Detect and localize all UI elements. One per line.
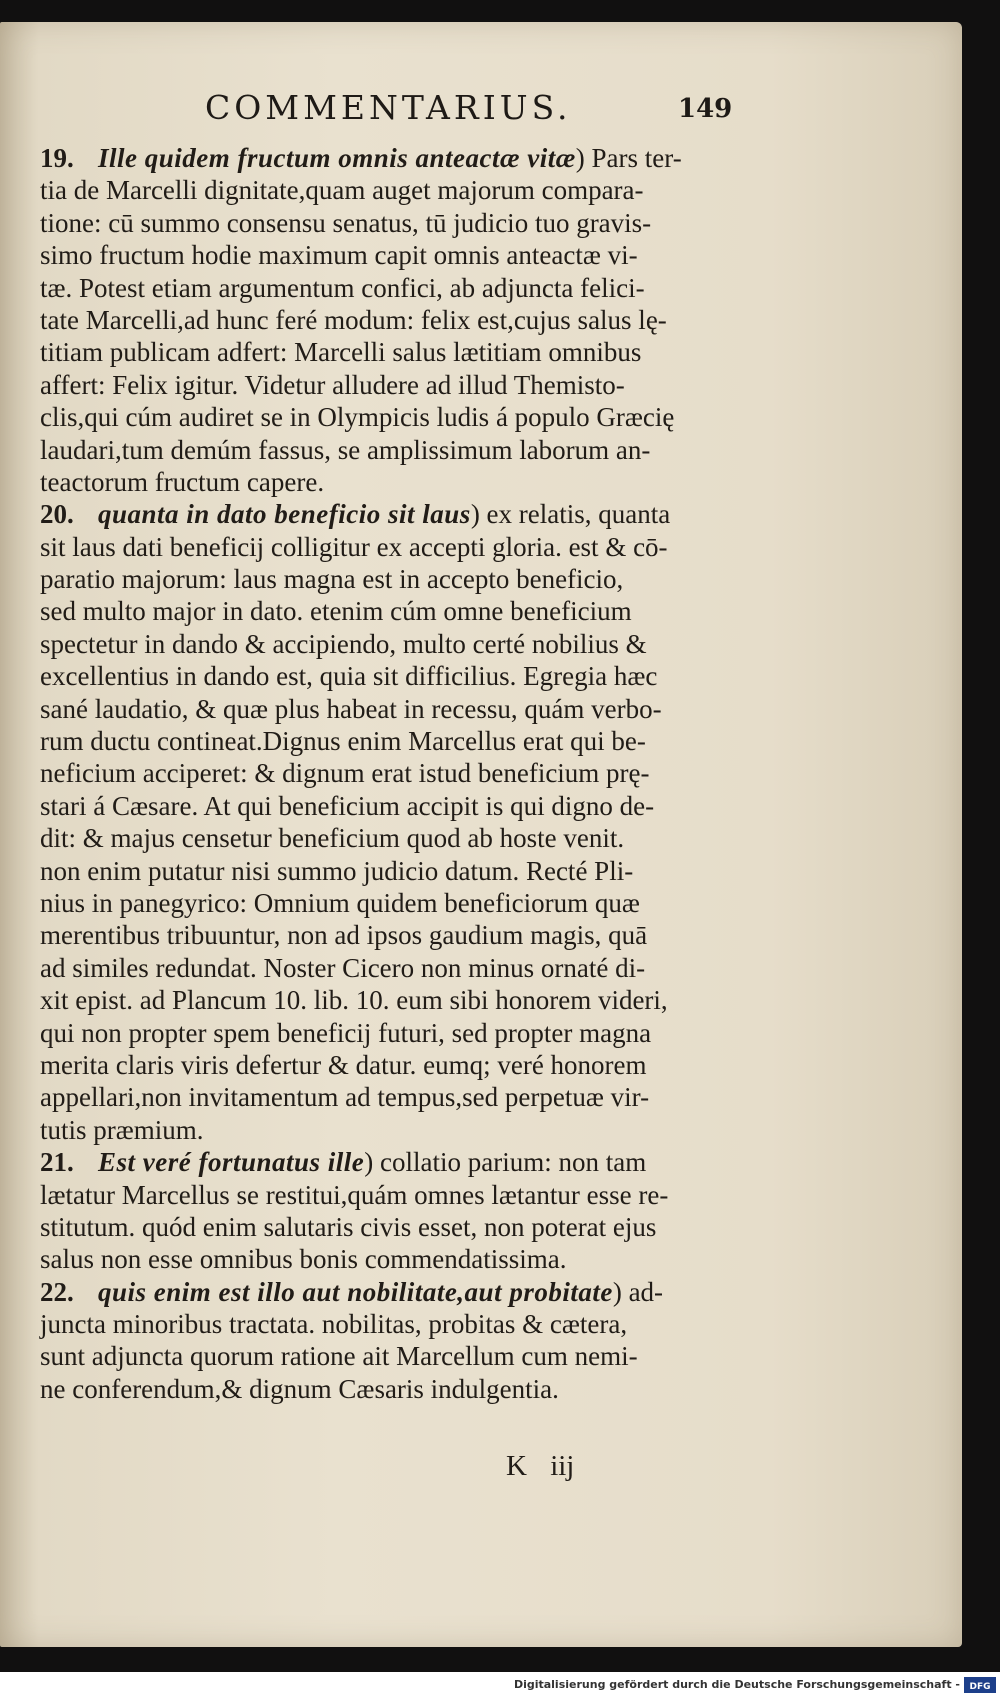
signature-mark: K iij <box>506 1450 575 1482</box>
text-line: xit epist. ad Plancum 10. lib. 10. eum sibi honorem videri, <box>40 985 668 1016</box>
page-number: 149 <box>678 94 733 124</box>
entry-number: 19. <box>40 143 74 173</box>
text-line: nius in panegyrico: Omnium quidem beneficiorum quæ <box>40 887 640 918</box>
text-line: neficium acciperet: & dignum erat istud beneficium prę- <box>40 758 650 789</box>
entry-text: ) ex relatis, quanta <box>470 499 671 530</box>
text-line: merentibus tribuuntur, non ad ipsos gaudium magis, quā <box>40 920 648 951</box>
entry-lemma: quis enim est illo aut nobilitate,aut probitate <box>98 1276 613 1307</box>
entry-first-line <box>40 1276 720 1308</box>
text-line: tate Marcelli,ad hunc feré modum: felix est,cujus salus lę- <box>40 304 667 335</box>
text-line: titiam publicam adfert: Marcelli salus lætitiam omnibus <box>40 337 642 368</box>
text-line: sané laudatio, & quæ plus habeat in recessu, quám verbo- <box>40 693 662 724</box>
running-title: COMMENTARIUS. <box>205 88 572 127</box>
text-line: ne conferendum,& dignum Cæsaris indulgentia. <box>40 1373 559 1404</box>
entry-text: ) Pars ter- <box>575 143 682 173</box>
digitization-credit-bar <box>0 1672 1000 1699</box>
text-line: stitutum. quód enim salutaris civis esset, non poterat ejus <box>40 1211 657 1242</box>
entry-number: 22. <box>40 1276 74 1307</box>
text-line: sunt adjuncta quorum ratione ait Marcellum cum nemi- <box>40 1341 638 1372</box>
entry-lemma: Ille quidem fructum omnis anteactæ vitæ <box>98 143 576 173</box>
text-line: lætatur Marcellus se restitui,quám omnes lætantur esse re- <box>40 1179 669 1210</box>
running-head <box>0 88 962 128</box>
text-line: dit: & majus censetur beneficium quod ab hoste venit. <box>40 823 625 854</box>
dfg-logo <box>964 1677 996 1693</box>
text-line: sit laus dati beneficij colligitur ex accepti gloria. est & cō- <box>40 531 668 562</box>
entry-text: ) ad- <box>612 1276 664 1307</box>
entry-first-line <box>40 498 720 530</box>
entry-number: 21. <box>40 1147 74 1178</box>
text-line: tutis præmium. <box>40 1114 204 1145</box>
text-line: qui non propter spem beneficij futuri, sed propter magna <box>40 1017 652 1048</box>
text-line: non enim putatur nisi summo judicio datum. Recté Pli- <box>40 855 634 886</box>
text-line: ad similes redundat. Noster Cicero non minus ornaté di- <box>40 952 646 983</box>
text-line: teactorum fructum capere. <box>40 466 325 497</box>
entry-lemma: Est veré fortunatus ille <box>98 1147 365 1178</box>
text-line: simo fructum hodie maximum capit omnis anteactæ vi- <box>40 240 638 271</box>
text-line: clis,qui cúm audiret se in Olympicis ludis á populo Græcię <box>40 402 675 433</box>
commentary-text <box>40 142 720 1405</box>
book-page <box>0 22 962 1647</box>
entry-first-line <box>40 142 720 174</box>
text-line: merita claris viris defertur & datur. eumq; veré honorem <box>40 1049 647 1080</box>
entry-text: ) collatio parium: non tam <box>364 1147 647 1178</box>
text-line: appellari,non invitamentum ad tempus,sed perpetuæ vir- <box>40 1082 650 1113</box>
entry-first-line <box>40 1146 720 1178</box>
text-line: tæ. Potest etiam argumentum confici, ab adjuncta felici- <box>40 272 645 303</box>
text-line: laudari,tum demúm fassus, se amplissimum laborum an- <box>40 434 651 465</box>
text-line: paratio majorum: laus magna est in accepto beneficio, <box>40 564 624 595</box>
text-line: salus non esse omnibus bonis commendatissima. <box>40 1244 567 1275</box>
digitization-credit: Digitalisierung gefördert durch die Deutsche Forschungsgemeinschaft - <box>513 1678 960 1691</box>
text-line: sed multo major in dato. etenim cúm omne beneficium <box>40 596 632 627</box>
entry-lemma: quanta in dato beneficio sit laus <box>98 499 471 530</box>
svg-text:DFG: DFG <box>969 1682 991 1692</box>
text-line: rum ductu contineat.Dignus enim Marcellus erat qui be- <box>40 726 646 757</box>
text-line: juncta minoribus tractata. nobilitas, probitas & cætera, <box>40 1309 628 1340</box>
text-line: affert: Felix igitur. Videtur alludere ad illud Themisto- <box>40 369 625 400</box>
entry-number: 20. <box>40 499 74 530</box>
text-line: stari á Cæsare. At qui beneficium accipit is qui digno de- <box>40 790 655 821</box>
text-line: spectetur in dando & accipiendo, multo certé nobilius & <box>40 628 647 659</box>
text-line: tia de Marcelli dignitate,quam auget majorum compara- <box>40 175 644 206</box>
text-line: tione: cū summo consensu senatus, tū judicio tuo gravis- <box>40 207 652 238</box>
text-line: excellentius in dando est, quia sit difficilius. Egregia hæc <box>40 661 658 692</box>
